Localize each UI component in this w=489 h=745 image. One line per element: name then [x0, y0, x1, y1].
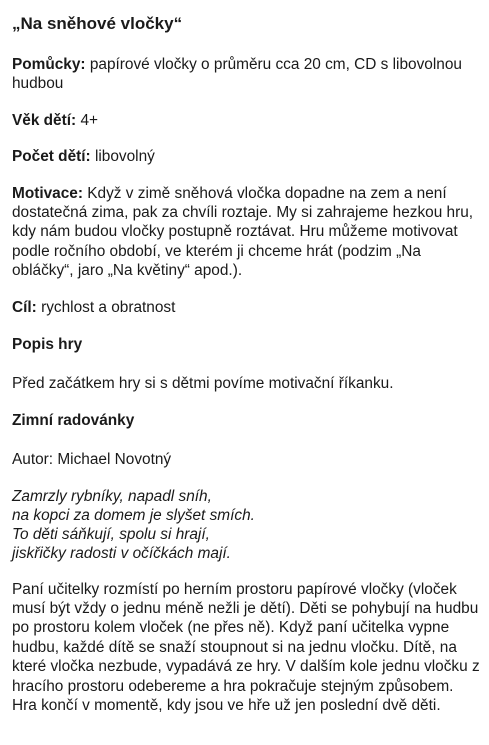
field-pomucky-value: papírové vločky o průměru cca 20 cm, CD s libovolnou hudbou [12, 56, 462, 93]
poem-line: To děti sáňkují, spolu si hrají, [12, 526, 210, 544]
rhyme-author: Autor: Michael Novotný [12, 451, 172, 469]
field-motivace-value: Když v zimě sněhová vločka dopadne na zem a není dostatečná zima, pak za chvíli roztaje. My si zahrajeme hezkou hru, kdy nám budou vločky postupně roztávat. Hru můžeme motivovat podle ročního období, ve kterém ji chceme hrát (podzim „Na obláčky“, jaro „Na květiny“ apod.). [12, 184, 474, 280]
field-motivace-label: Motivace: [12, 184, 83, 202]
field-vek-label: Věk dětí: [12, 111, 77, 129]
field-cil [12, 298, 482, 317]
field-pocet [12, 147, 482, 166]
field-pocet-label: Počet dětí: [12, 148, 91, 166]
poem-line: jiskřičky radosti v očíčkách mají. [12, 545, 231, 563]
poem-line: na kopci za domem je slyšet smích. [12, 506, 255, 524]
field-vek-value: 4+ [80, 111, 98, 129]
intro-text: Před začátkem hry si s dětmi povíme motivační říkanku. [12, 375, 394, 393]
field-pocet-value: libovolný [94, 148, 155, 166]
popis-heading: Popis hry [12, 336, 83, 354]
field-pomucky-label: Pomůcky: [12, 56, 86, 73]
field-cil-value: rychlost a obratnost [41, 298, 176, 316]
rhyme-title: Zimní radovánky [12, 411, 135, 429]
poem-line: Zamrzly rybníky, napadl sníh, [12, 487, 212, 505]
poem [12, 487, 482, 564]
field-cil-label: Cíl: [12, 298, 37, 316]
field-pomucky [12, 55, 482, 94]
field-vek [12, 111, 482, 130]
field-motivace [12, 184, 482, 281]
rules-text: Paní učitelky rozmístí po herním prostoru papírové vločky (vloček musí být vždy o jednu méně nežli je dětí). Děti se pohybují na hudbu po prostoru kolem vloček (ne přes ně). Když paní učitelka vypne hudbu, každé dítě se snaží stoupnout si na jednu vločku. Dítě, na které vločka nezbude, vypadává ze hry. V dalším kole jednu vločku z hracího prostoru odebereme a hra pokračuje stejným způsobem. Hra končí v momentě, kdy jsou ve hře už jen poslední dvě děti. [12, 580, 480, 714]
document-title: „Na sněhové vločky“ [12, 14, 183, 33]
